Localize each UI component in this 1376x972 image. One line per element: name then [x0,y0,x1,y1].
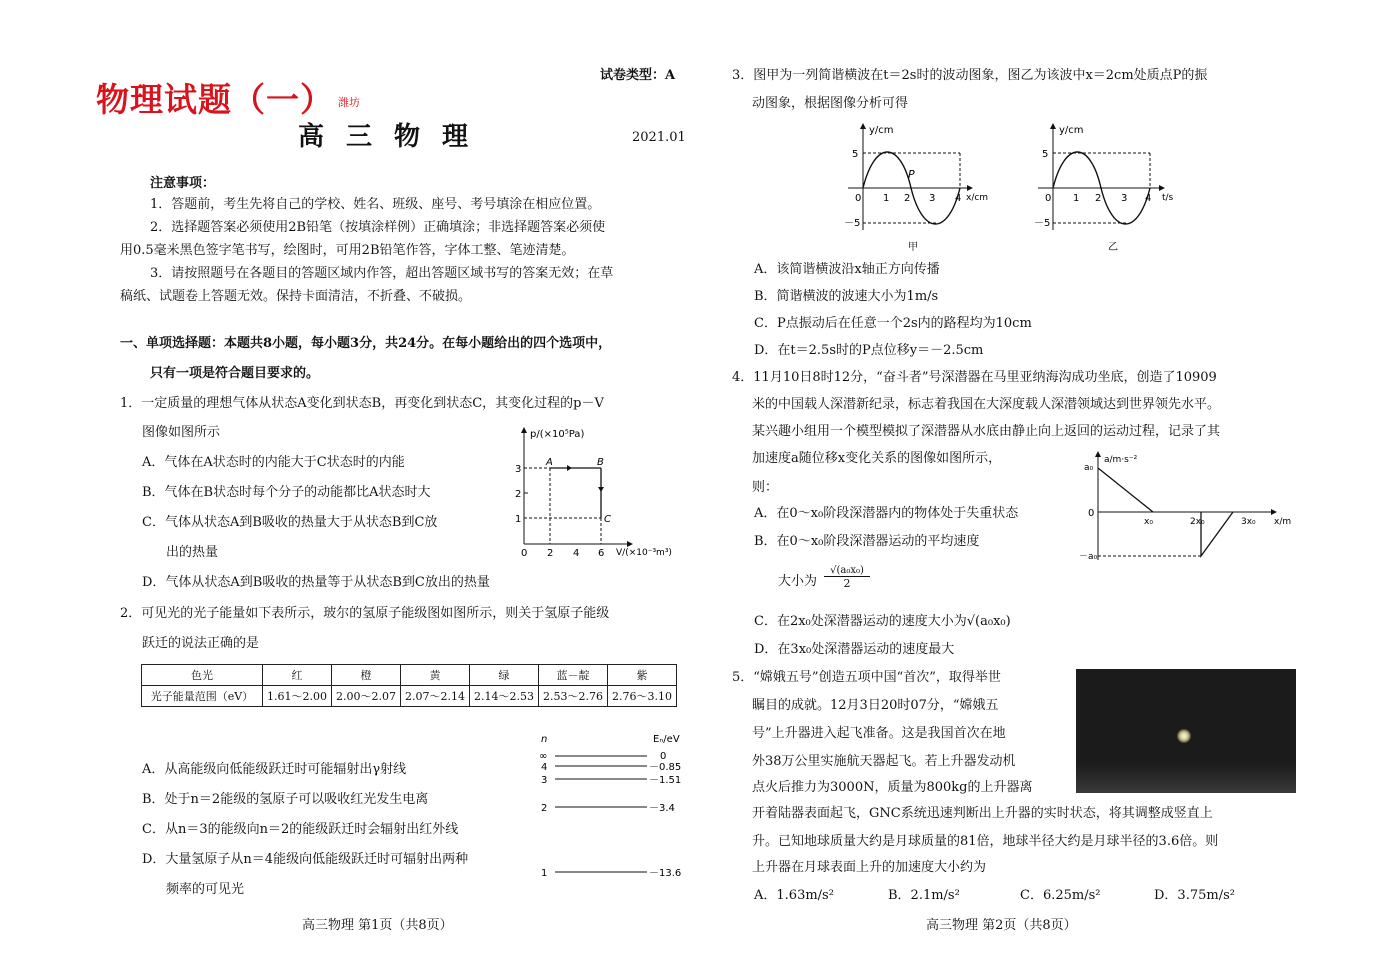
x-tick: 0 [855,193,862,204]
q5-stem-5: 点火后推力为3000N，质量为800kg的上升器离 [752,780,1033,795]
q5-stem-3: 号”上升器进入起飞准备。这是我国首次在地 [752,726,1006,741]
caption-jia: 甲 [908,242,918,253]
table-cell: 2.76～3.10 [608,686,677,707]
q1-option-b: B．气体在B状态时每个分子的动能都比A状态时大 [142,485,431,500]
e-value: 0 [660,751,667,762]
x-tick: 1 [1073,193,1080,204]
q4-option-a: A．在0～x₀阶段深潜器内的物体处于失重状态 [754,506,1019,521]
fraction-numerator: √(a₀x₀) [824,565,870,577]
notice-item: 用0.5毫米黑色签字笔书写，绘图时，可用2B铅笔作答，字体工整、笔迹清楚。 [120,243,575,258]
vibration-graph-yi [1028,122,1188,254]
x-tick: 0 [521,548,528,559]
n-value: 3 [541,775,548,786]
notice-item: 1．答题前，考生先将自己的学校、姓名、班级、座号、考号填涂在相应位置。 [150,197,601,212]
table-cell: 2.14～2.53 [470,686,539,707]
x-tick: 3x₀ [1241,517,1256,527]
e-value: －0.85 [649,762,682,773]
energy-level-diagram [535,730,685,885]
engine-glow [1177,729,1191,743]
table-cell: 绿 [470,665,539,686]
point-label: A [546,457,553,468]
lunar-ascent-photo [1076,669,1296,793]
q5-stem-4: 外38万公里实施航天器起飞。若上升器发动机 [752,754,1016,769]
q3-option-b: B．简谐横波的波速大小为1m/s [754,289,939,304]
q1-option-a: A．气体在A状态时的内能大于C状态时的内能 [142,455,405,470]
notices-heading: 注意事项： [150,176,216,191]
x-tick: 3 [929,193,936,204]
e-value: －13.6 [649,868,682,879]
notice-item: 稿纸、试题卷上答题无效。保持卡面清洁，不折叠、不破损。 [120,289,472,304]
x-tick: 2 [904,193,911,204]
table-cell: 紫 [608,665,677,686]
x-tick: 2x₀ [1190,517,1205,527]
q5-stem: 5．“嫦娥五号”创造五项中国“首次”，取得举世 [732,670,1001,685]
n-value: ∞ [539,751,548,762]
q4-stem-4: 加速度a随位移x变化关系的图像如图所示， [752,451,1002,466]
q1-option-c: C．气体从状态A到B吸收的热量大于从状态B到C放 [142,515,438,530]
q5-option-b: B．2.1m/s² [888,888,960,903]
q5-option-a: A．1.63m/s² [754,888,834,903]
xlabel: t/s [1162,193,1174,203]
table-cell: 橙 [332,665,401,686]
acceleration-graph [1078,448,1298,568]
y-tick: 3 [515,464,522,475]
notice-item: 2．选择题答案必须使用2B铅笔（按填涂样例）正确填涂；非选择题答案必须使 [150,220,606,235]
q5-option-d: D．3.75m/s² [1154,888,1235,903]
x-tick: 3 [1121,193,1128,204]
q1-xlabel: V/(×10⁻³m³) [616,548,672,558]
q1-ylabel: p/(×10⁵Pa) [530,429,585,440]
table-cell: 2.00～2.07 [332,686,401,707]
section-heading-2: 只有一项是符合题目要求的。 [150,366,320,381]
q1-pv-graph [506,424,686,564]
paper-type: 试卷类型：A [600,68,676,83]
x-tick: 0 [1045,193,1052,204]
q3-option-a: A．该简谐横波沿x轴正方向传播 [754,262,940,277]
q4-option-b-2: 大小为 [778,574,818,589]
x-tick: 6 [598,548,605,559]
q2-option-c: C．从n＝3的能级向n＝2的能级跃迁时会辐射出红外线 [142,822,459,837]
table-cell: 红 [263,665,332,686]
e-label: Eₙ/eV [653,734,680,745]
y-tick: 5 [852,149,859,160]
xlabel: x/m [1274,517,1292,527]
q5-option-c: C．6.25m/s² [1020,888,1101,903]
x-tick: 4 [1145,193,1152,204]
q4-stem-3: 某兴趣小组用一个模型模拟了深潜器从水底由静止向上返回的运动过程，记录了其 [752,424,1221,439]
neg-a0-label: －a₀ [1079,552,1098,562]
e-value: －1.51 [649,775,682,786]
page-title: 高三物理 [298,122,491,152]
q4-option-d: D．在3x₀处深潜器运动的速度最大 [754,642,955,657]
point-label: C [604,514,611,525]
q2-option-a: A．从高能级向低能级跃迁时可能辐射出γ射线 [142,762,407,777]
q5-stem-7: 升。已知地球质量大约是月球质量的81倍，地球半径大约是月球半径的3.6倍。则 [752,834,1219,849]
x-tick: 4 [955,193,962,204]
xlabel: x/cm [966,193,988,203]
x-tick: 1 [883,193,890,204]
q1-stem-2: 图像如图所示 [142,425,221,440]
red-handwritten-note: 潍坊 [338,96,360,109]
origin: 0 [1088,508,1095,519]
n-value: 4 [541,762,548,773]
q3-stem-2: 动图象，根据图像分析可得 [752,96,909,111]
e-value: －3.4 [649,803,675,814]
q1-option-c-2: 出的热量 [166,545,219,560]
q3-stem: 3．图甲为一列简谐横波在t＝2s时的波动图象，图乙为该波中x＝2cm处质点P的振 [732,68,1208,83]
q5-stem-6: 开着陆器表面起飞，GNC系统迅速判断出上升器的实时状态，将其调整成竖直上 [752,806,1213,821]
q5-stem-8: 上升器在月球表面上升的加速度大小约为 [752,860,987,875]
table-cell: 黄 [401,665,470,686]
q2-option-d-2: 频率的可见光 [166,882,245,897]
table-header-row [142,665,677,686]
exam-date: 2021.01 [632,130,686,145]
x-tick: 2 [1095,193,1102,204]
q2-option-b: B．处于n＝2能级的氢原子可以吸收红光发生电离 [142,792,429,807]
y-tick: 1 [515,514,522,525]
a0-label: a₀ [1084,463,1094,473]
q3-option-c: C．P点振动后在任意一个2s内的路程均为10cm [754,316,1032,331]
q1-option-d: D．气体从状态A到B吸收的热量等于从状态B到C放出的热量 [142,575,490,590]
q3-option-d: D．在t＝2.5s时的P点位移y＝－2.5cm [754,343,984,358]
q5-stem-2: 瞩目的成就。12月3日20时07分，“嫦娥五 [752,698,999,713]
point-label: B [597,457,604,468]
q1-stem: 1．一定质量的理想气体从状态A变化到状态B，再变化到状态C，其变化过程的p－V [120,396,604,411]
q4-stem-5: 则： [752,480,779,495]
table-row [142,686,677,707]
fraction-denominator: 2 [843,577,851,590]
ylabel: y/cm [1059,125,1084,136]
section-heading: 一、单项选择题：本题共8小题，每小题3分，共24分。在每小题给出的四个选项中， [120,336,612,351]
ylabel: y/cm [869,125,894,136]
q2-stem-2: 跃迁的说法正确的是 [142,636,260,651]
footer-page-1: 高三物理 第1页（共8页） [302,918,453,933]
red-handwritten-title: 物理试题（一） [96,80,334,119]
q4-stem-2: 米的中国载人深潜新纪录，标志着我国在大深度载人深潜领域达到世界领先水平。 [752,397,1221,412]
caption-yi: 乙 [1108,242,1118,253]
notice-item: 3．请按照题号在各题目的答题区域内作答，超出答题区域书写的答案无效；在草 [150,266,614,281]
y-tick: －5 [844,218,861,229]
wave-graph-jia [838,122,988,254]
fraction [824,565,870,590]
q4-stem: 4．11月10日8时12分，“奋斗者”号深潜器在马里亚纳海沟成功坐底，创造了10909 [732,370,1217,385]
n-label: n [541,734,548,745]
table-cell: 2.07～2.14 [401,686,470,707]
y-tick: 5 [1042,149,1049,160]
x-tick: x₀ [1144,517,1153,527]
table-cell: 蓝－靛 [539,665,608,686]
table-cell: 2.53～2.76 [539,686,608,707]
ylabel: a/m·s⁻² [1104,455,1138,465]
point-p: P [908,168,915,181]
table-cell: 色光 [142,665,263,686]
n-value: 2 [541,803,548,814]
x-tick: 4 [573,548,580,559]
lunar-surface [1076,763,1296,793]
n-value: 1 [541,868,548,879]
x-tick: 2 [547,548,554,559]
q2-option-d: D．大量氢原子从n＝4能级向低能级跃迁时可辐射出两种 [142,852,469,867]
photon-energy-table [141,664,677,707]
q4-option-c: C．在2x₀处深潜器运动的速度大小为√(a₀x₀) [754,614,1011,629]
table-cell: 光子能量范围（eV） [142,686,263,707]
y-tick: 2 [515,489,522,500]
footer-page-2: 高三物理 第2页（共8页） [926,918,1077,933]
y-tick: －5 [1034,218,1051,229]
table-cell: 1.61～2.00 [263,686,332,707]
q2-stem: 2．可见光的光子能量如下表所示，玻尔的氢原子能级图如图所示，则关于氢原子能级 [120,606,610,621]
q4-option-b: B．在0～x₀阶段深潜器运动的平均速度 [754,534,980,549]
